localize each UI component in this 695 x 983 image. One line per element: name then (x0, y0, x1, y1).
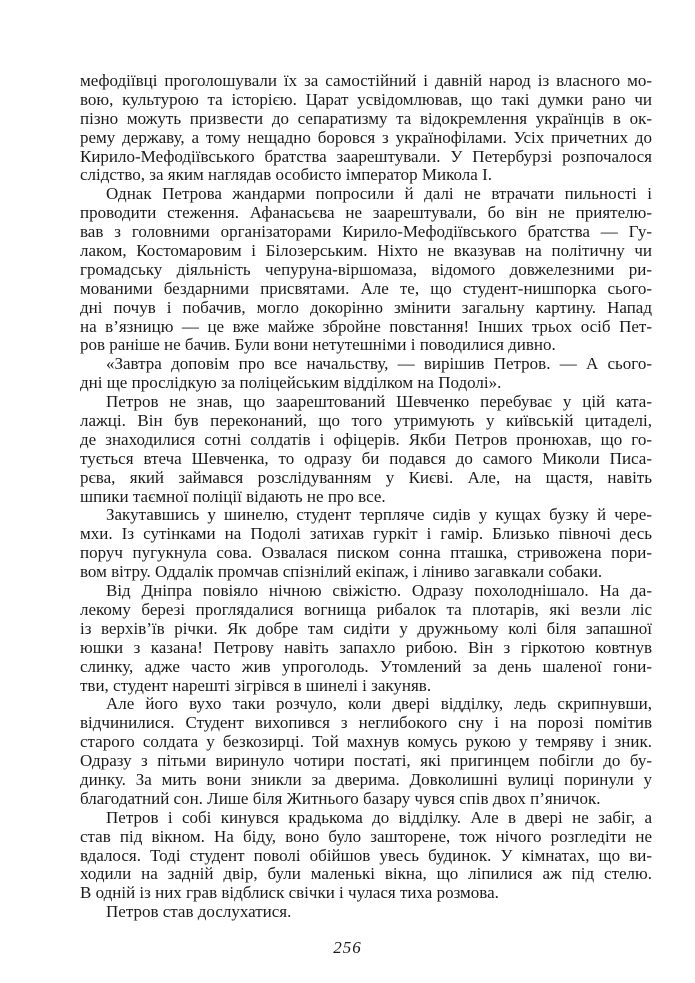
text-line: пізно можуть призвести до сепаратизму та відокремлення українців в ок- (80, 108, 652, 128)
text-line: слинку, адже часто жив упроголодь. Утомлений за день шаленої гони- (80, 656, 652, 676)
text-line: динку. За мить вони зникли за дверима. Довколишні вулиці поринули у (80, 769, 652, 789)
text-line: дні почув і побачив, могло докорінно змінити загальну картину. Напад (80, 297, 652, 317)
text-line: вав з головними організаторами Кирило-Мефодіївського братства — Гу- (80, 222, 652, 242)
text-line: лекому березі проглядалися вогнища рибалок та плотарів, які везли ліс (80, 599, 652, 619)
text-line: мхи. Із сутінками на Подолі затихав гуркіт і гамір. Близько півночі десь (80, 524, 652, 544)
text-line: тується втеча Шевченка, то одразу би подався до самого Миколи Писа- (80, 448, 652, 468)
text-line: вдалося. Тоді студент поволі обійшов увесь будинок. У кімнатах, що ви- (80, 845, 652, 865)
paragraph (80, 72, 652, 185)
text-line: поруч пугукнула сова. Озвалася писком сонна пташка, стривожена пори- (80, 543, 652, 563)
text-line: проводити стеження. Афанасьєва не заарештували, бо він не приятелю- (80, 203, 652, 223)
text-line: лаком, Костомаровим і Білозерським. Ніхто не вказував на політичну чи (80, 241, 652, 261)
text-line: на в’язницю — це вже майже збройне повстання! Інших трьох осіб Пет- (80, 316, 652, 336)
text-line: шпики таємної поліції відають не про все. (80, 486, 386, 506)
paragraph (80, 582, 652, 695)
text-line: В одній із них грав відблиск свічки і чулася тиха розмова. (80, 883, 499, 903)
paragraph (80, 506, 652, 582)
text-line: «Завтра доповім про все начальству, — вирішив Петров. — А сього- (106, 354, 652, 374)
text-line: Однак Петрова жандарми попросили й далі не втрачати пильності і (106, 184, 652, 204)
text-line: ходили на задній двір, були маленькі вікна, що ліпилися аж під стелю. (80, 864, 652, 884)
paragraph (80, 809, 652, 903)
text-line: Закутавшись у шинелю, студент терпляче сидів у кущах бузку й чере- (106, 505, 652, 525)
text-line: благодатний сон. Лише біля Житнього базару чувся спів двох п’яничок. (80, 788, 601, 808)
text-line: ров раніше не бачив. Були вони нетутешніми і поводилися дивно. (80, 335, 556, 355)
page-text (80, 72, 652, 922)
text-line: лажці. Він був переконаний, що того утримують у київській цитаделі, (80, 411, 652, 431)
text-line: Від Дніпра повіяло нічною свіжістю. Одразу похолоднішало. На да- (106, 581, 652, 601)
text-line: де знаходилися сотні солдатів і офіцерів. Якби Петров пронюхав, що го- (80, 429, 652, 449)
text-line: рєва, який займався розслідуванням у Києві. Але, на щастя, навіть (80, 467, 652, 487)
text-line: тви, студент нарешті зігрівся в шинелі і закуняв. (80, 675, 432, 695)
text-line: громадську діяльність чепуруна-віршомаза, відомого довжелезними ри- (80, 259, 652, 279)
paragraph (80, 185, 652, 355)
text-line: вом вітру. Оддалік промчав спізнілий екіпаж, і ліниво загавкали собаки. (80, 562, 603, 582)
text-line: мефодіївці проголошували їх за самостійний і давній народ із власного мо- (80, 71, 652, 90)
text-line: відчинилися. Студент вихопився з неглибокого сну і на порозі помітив (80, 713, 652, 733)
text-line: слідство, за яким наглядав особисто імператор Микола I. (80, 165, 492, 185)
paragraph (80, 695, 652, 808)
text-line: Але його вухо таки розчуло, коли двері відділку, ледь скрипнувши, (106, 694, 652, 714)
text-line: юшки з казана! Петрову навіть запахло рибою. Він з гіркотою ковтнув (80, 637, 652, 657)
text-line: став під вікном. На біду, воно було зашторене, тож нічого розгледіти не (80, 826, 652, 846)
text-line: Петров став дослухатися. (106, 902, 292, 922)
page-number: 256 (333, 938, 362, 957)
text-line: Петров і собі кинувся крадькома до відділку. Але в двері не забіг, а (106, 807, 652, 827)
paragraph (80, 903, 652, 922)
text-line: вою, культурою та історією. Царат усвідомлював, що такі думки рано чи (80, 89, 652, 109)
paragraph (80, 393, 652, 506)
text-line: мованими бездарними присвятами. Але те, що студент-нишпорка сього- (80, 278, 652, 298)
text-line: Кирило-Мефодіївського братства заарештували. У Петербурзі розпочалося (80, 146, 652, 166)
text-line: рему державу, а тому нещадно боровся з українофілами. Усіх причетних до (80, 127, 652, 147)
text-line: із верхів’їв річки. Як добре там сидіти у дружньому колі біля запашної (80, 618, 652, 638)
text-line: Одразу з пітьми виринуло чотири постаті, які пригинцем побігли до бу- (80, 751, 652, 771)
text-line: дні ще прослідкую за поліцейським відділком на Подолі». (80, 373, 502, 393)
paragraph (80, 355, 652, 393)
text-line: старого солдата у безкозирці. Той махнув комусь рукою у темряву і зник. (80, 732, 652, 752)
text-line: Петров не знав, що заарештований Шевченко перебуває у цій ката- (106, 392, 652, 412)
